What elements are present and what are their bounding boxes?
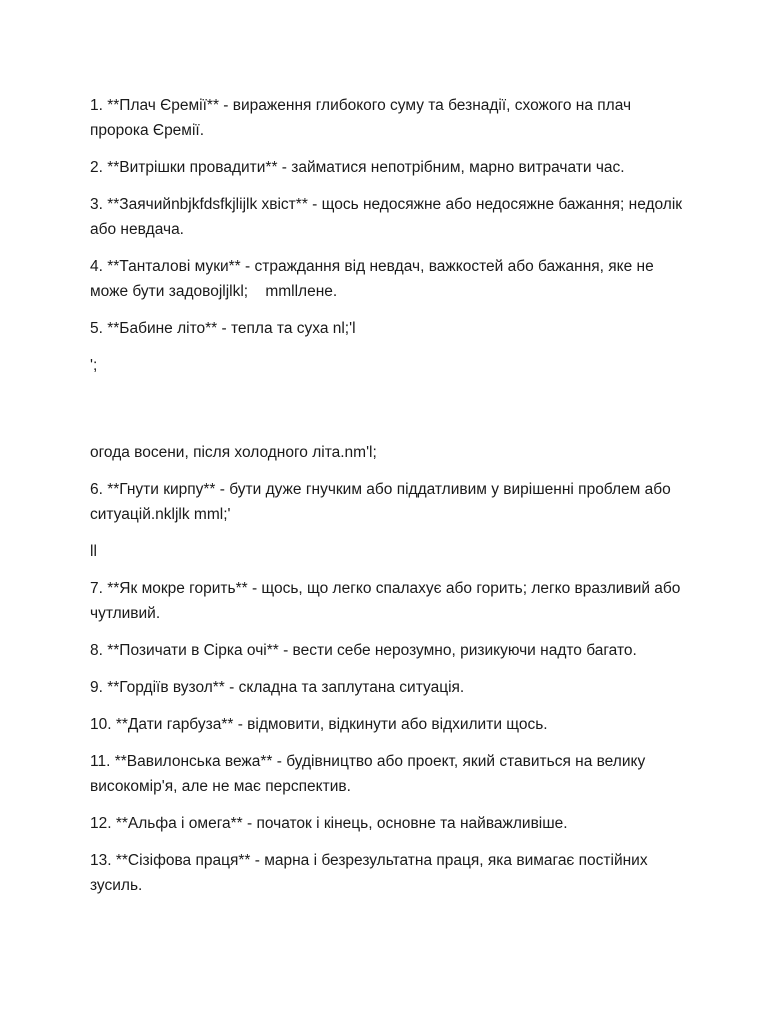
paragraph-5: 5. **Бабине літо** - тепла та суха nl;'l xyxy=(90,320,356,337)
paragraph-10: 10. **Дати гарбуза** - відмовити, відкинути або відхилити щось. xyxy=(90,716,548,733)
paragraph-2: 2. **Витрішки провадити** - займатися непотрібним, марно витрачати час. xyxy=(90,159,625,176)
paragraph-11: 11. **Вавилонська вежа** - будівництво або проект, який ставиться на велику високомір'я, але не має перспектив. xyxy=(90,753,650,795)
paragraph-8: 8. **Позичати в Сірка очі** - вести себе нерозумно, ризикуючи надто багато. xyxy=(90,642,637,659)
paragraph-13: 13. **Сізіфова праця** - марна і безрезультатна праця, яка вимагає постійних зусиль. xyxy=(90,852,652,894)
paragraph-7: 7. **Як мокре горить** - щось, що легко спалахує або горить; легко вразливий або чутливий. xyxy=(90,580,685,622)
paragraph-12: 12. **Альфа і омега** - початок і кінець, основне та найважливіше. xyxy=(90,815,568,832)
paragraph-4: 4. **Танталові муки** - страждання від невдач, важкостей або бажання, яке не може бути задовоjljlkl; mmllлене. xyxy=(90,258,659,300)
paragraph-5-continuation: огода восени, після холодного літа.nm'l; xyxy=(90,444,377,461)
paragraph-6: 6. **Гнути кирпу** - бути дуже гнучким або піддатливим у вирішенні проблем або ситуацій.nkljlk mml;' xyxy=(90,481,676,523)
paragraph-3: 3. **Заячийnbjkfdsfkjlijlk хвіст** - щось недосяжне або недосяжне бажання; недолік або невдача. xyxy=(90,196,687,238)
document-body xyxy=(90,93,690,910)
paragraph-6-fragment: ll xyxy=(90,543,97,560)
paragraph-5-fragment: '; xyxy=(90,357,98,374)
paragraph-1: 1. **Плач Єремії** - вираження глибокого суму та безнадії, схожого на плач пророка Єремії. xyxy=(90,97,636,139)
paragraph-9: 9. **Гордіїв вузол** - складна та заплутана ситуація. xyxy=(90,679,465,696)
